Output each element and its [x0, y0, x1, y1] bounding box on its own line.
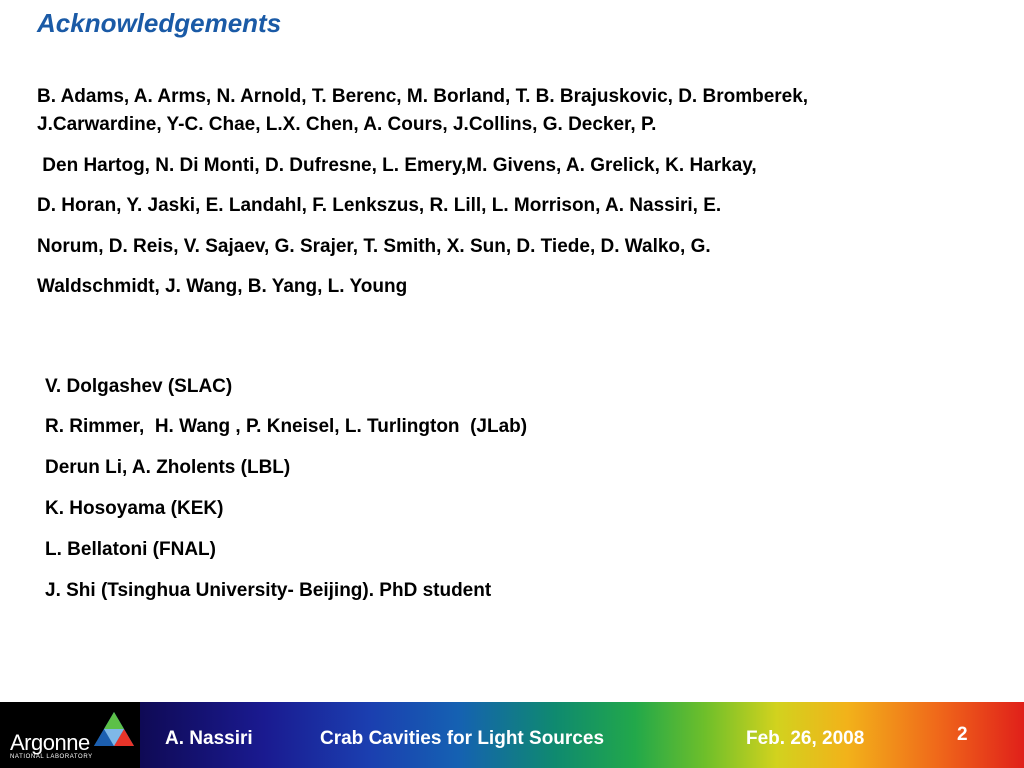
footer-talk-title: Crab Cavities for Light Sources [320, 728, 605, 749]
footer-bar [0, 702, 1024, 768]
institution-line-slac: V. Dolgashev (SLAC) [45, 376, 233, 397]
slide-title: Acknowledgements [37, 8, 282, 38]
institution-line-tsinghua: J. Shi (Tsinghua University- Beijing). PhD student [45, 580, 492, 601]
logo-wordmark: Argonne [10, 730, 90, 755]
institution-line-kek: K. Hosoyama (KEK) [45, 498, 224, 519]
acknowledgement-line: D. Horan, Y. Jaski, E. Landahl, F. Lenkszus, R. Lill, L. Morrison, A. Nassiri, E. [37, 195, 722, 216]
acknowledgement-line: B. Adams, A. Arms, N. Arnold, T. Berenc, M. Borland, T. B. Brajuskovic, D. Bromberek, [37, 86, 809, 107]
acknowledgement-line: Norum, D. Reis, V. Sajaev, G. Srajer, T. Smith, X. Sun, D. Tiede, D. Walko, G. [37, 236, 711, 257]
institution-line-jlab: R. Rimmer, H. Wang , P. Kneisel, L. Turlington (JLab) [45, 416, 528, 437]
argonne-triangle-icon [94, 712, 134, 750]
argonne-logo [6, 708, 136, 764]
institution-line-fnal: L. Bellatoni (FNAL) [45, 539, 216, 560]
page-number: 2 [957, 724, 968, 745]
footer-date: Feb. 26, 2008 [746, 728, 865, 749]
footer-author: A. Nassiri [165, 728, 253, 749]
acknowledgement-line: J.Carwardine, Y-C. Chae, L.X. Chen, A. Cours, J.Collins, G. Decker, P. [37, 114, 657, 135]
logo-subtitle: NATIONAL LABORATORY [10, 754, 93, 760]
acknowledgement-line: Den Hartog, N. Di Monti, D. Dufresne, L. Emery,M. Givens, A. Grelick, K. Harkay, [37, 155, 757, 176]
acknowledgement-line: Waldschmidt, J. Wang, B. Yang, L. Young [37, 276, 408, 297]
institution-line-lbl: Derun Li, A. Zholents (LBL) [45, 457, 291, 478]
